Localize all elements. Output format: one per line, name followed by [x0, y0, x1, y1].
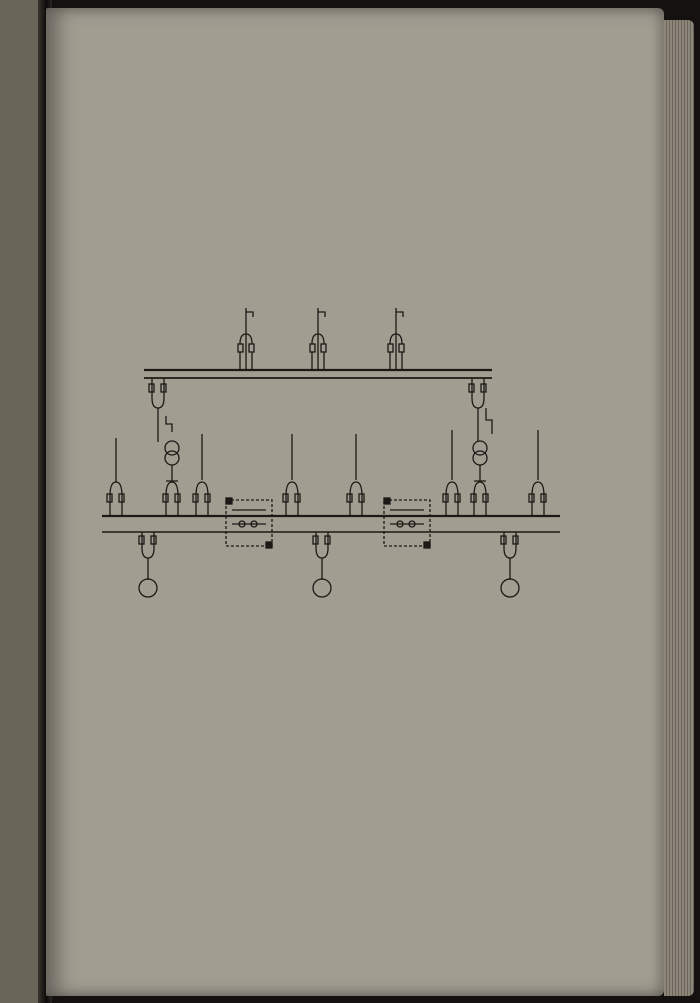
circuit-diagram [102, 298, 572, 598]
book-page [46, 8, 664, 996]
generator-right [501, 532, 519, 597]
upper-feeder-3 [388, 308, 404, 370]
left-transformer-upper-link [149, 378, 172, 442]
page-stack-edge [664, 20, 694, 996]
generator-middle [313, 532, 331, 597]
left-step-up-transformer [165, 441, 179, 481]
section-reactor-right [384, 498, 430, 548]
generator-left [139, 532, 157, 597]
right-transformer-upper-link [469, 378, 492, 442]
right-step-up-transformer [473, 441, 487, 481]
upper-feeder-2 [310, 308, 326, 370]
section-reactor-left [226, 498, 272, 548]
upper-feeder-1 [238, 308, 254, 370]
